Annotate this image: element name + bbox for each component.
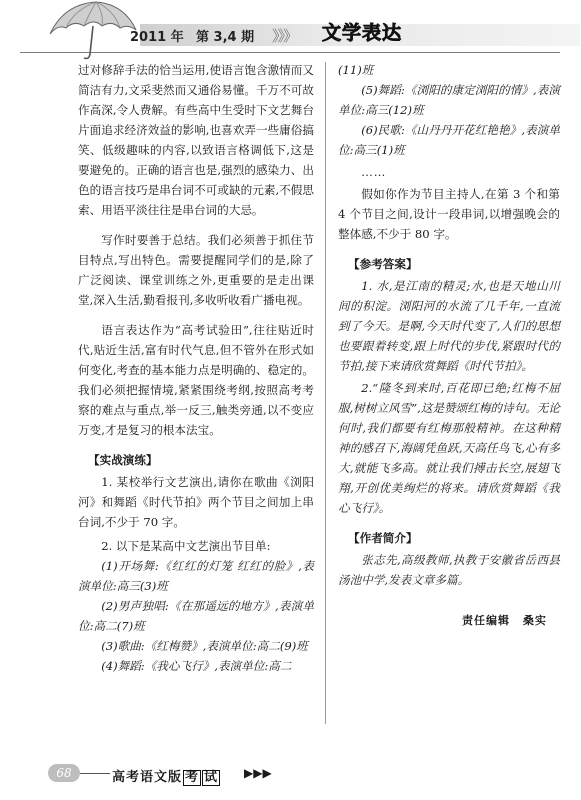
responsible-editor: 责任编辑 桑实 [462, 614, 547, 627]
header-issue: 第 3,4 期 [196, 30, 255, 45]
page-header [0, 0, 581, 62]
umbrella-icon [44, 0, 140, 62]
program-item-continued: (11)班 [338, 63, 374, 77]
program-item: (5)舞蹈:《浏阳的康定浏阳的情》,表演单位:高三(12)班 [338, 83, 560, 117]
program-item: (3)歌曲:《红梅赞》,表演单位:高二(9)班 [101, 639, 308, 653]
play-arrows-icon: ▶▶▶ [244, 766, 272, 780]
page-number: 68 [48, 764, 80, 782]
task-paragraph: 假如你作为节目主持人,在第 3 个和第 4 个节目之间,设计一段串词,以增强晚会的整体感,不少于 80 字。 [338, 187, 560, 241]
paragraph: 写作时要善于总结。我们必须善于抓住节目特点,写出特色。需要提醒同学们的是,除了广泛阅读、课堂训练之外,更重要的是走出课堂,深入生活,勤看报刊,多收听收看广播电视。 [78, 233, 314, 307]
left-column [78, 60, 314, 676]
footer-title [112, 766, 220, 786]
program-item: (6)民歌:《山丹丹开花红艳艳》,表演单位:高三(1)班 [338, 123, 560, 157]
question-2: 2. 以下是某高中文艺演出节目单: [101, 539, 271, 553]
question-1: 1. 某校举行文艺演出,请你在歌曲《浏阳河》和舞蹈《时代节拍》两个节目之间加上串台词,不少于 70 字。 [78, 475, 314, 529]
program-item: (4)舞蹈:《我心飞行》,表演单位:高二 [101, 659, 292, 673]
header-year: 2011 年 [130, 30, 184, 45]
answer-2: 2.“隆冬到来时,百花即已绝;红梅不屈服,树树立风雪”,这是赞颂红梅的诗句。无论何时,我们都要有红梅那般精神。在这种精神的感召下,海阔凭鱼跃,天高任鸟飞,心有多大,就能飞多高。就让我们搏击长空,展翅飞翔,开创优美绚烂的将来。请欣赏舞蹈《我心飞行》。 [338, 381, 560, 515]
author-bio: 张志先,高级教师,执教于安徽省岳西县汤池中学,发表文章多篇。 [338, 553, 560, 587]
answer-1: 1. 水,是江南的精灵;水,也是天地山川间的积淀。浏阳河的水流了几千年,一直流到了今天。是啊,今天时代变了,人们的思想也要跟着转变,跟上时代的步伐,紧跟时代的节拍,接下来请欣赏舞蹈《时代节拍》。 [338, 279, 560, 373]
paragraph: 语言表达作为“高考试验田”,往往贴近时代,贴近生活,富有时代气息,但不管外在形式如何变化,考查的基本能力点是明确的、稳定的。我们必须把握情境,紧紧围绕考纲,按照高考考察的难点与重点,举一反三,触类旁通,以不变应万变,才是复习的根本法宝。 [78, 323, 314, 437]
paragraph: 过对修辞手法的恰当运用,使语言饱含激情而又简洁有力,文采斐然而又通俗易懂。千万不可故作高深,令人费解。有些高中生受时下文艺舞台片面追求经济效益的影响,也喜欢弄一些庸俗搞笑、低级趣味的内容,以致语言格调低下,这是要避免的。正确的语言也是,强烈的感染力、出色的语言技巧是串台词不可或缺的元素,不假思索、用语平淡往往是串台词的大忌。 [78, 63, 314, 217]
program-item: (1)开场舞:《红红的灯笼 红红的脸》,表演单位:高三(3)班 [78, 559, 314, 593]
ellipsis: …… [361, 165, 387, 179]
answer-heading: 【参考答案】 [348, 257, 418, 271]
author-heading: 【作者简介】 [348, 531, 418, 545]
chevron-right-icon: 》》》 [272, 27, 297, 45]
footer-box: 试 [204, 770, 219, 785]
program-item: (2)男声独唱:《在那遥远的地方》,表演单位:高二(7)班 [78, 599, 314, 633]
footer-title-text: 高考语文版 [112, 770, 183, 785]
section-title: 文学表达 [322, 22, 403, 44]
footer-rule [80, 773, 110, 774]
column-divider [325, 62, 326, 724]
footer-box: 考 [185, 770, 200, 785]
right-column [338, 60, 560, 600]
practice-heading: 【实战演练】 [88, 453, 158, 467]
